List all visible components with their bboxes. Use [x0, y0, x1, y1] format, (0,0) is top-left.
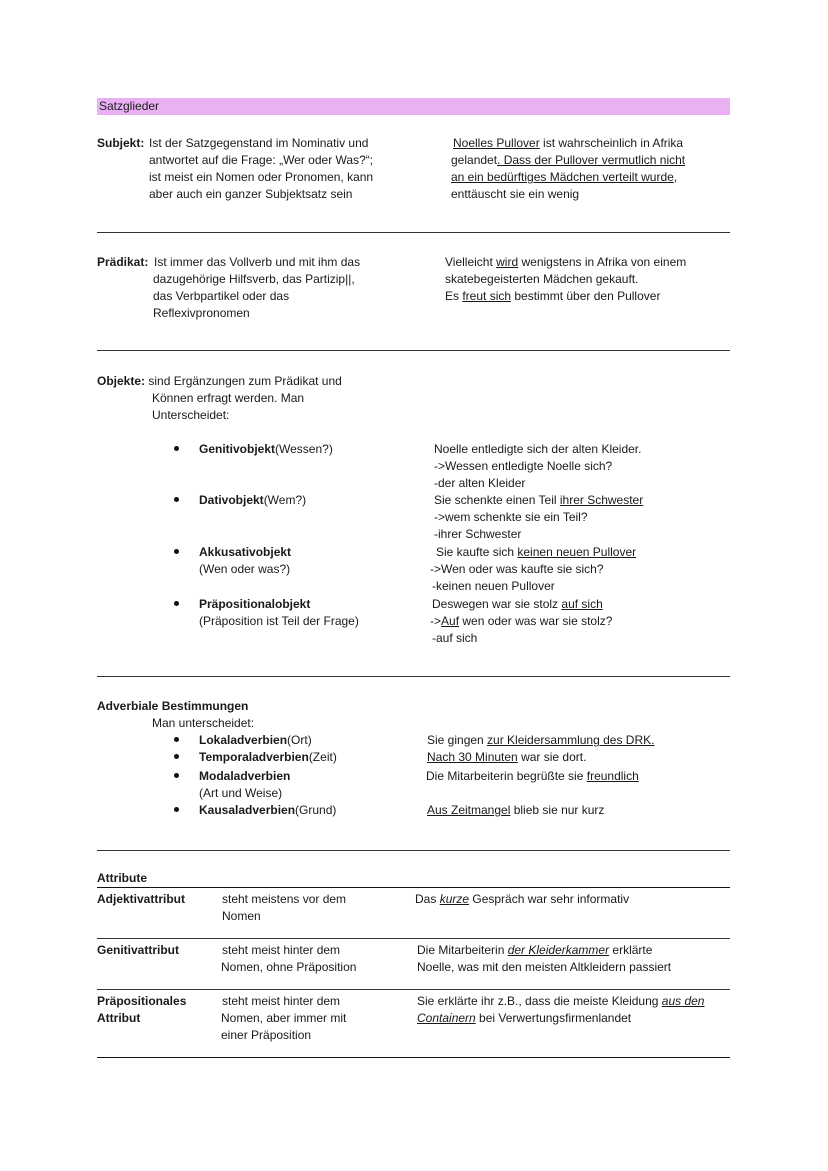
genitivobjekt-example-2: ->Wessen entledigte Noelle sich?	[434, 459, 613, 473]
praedikat-def-3: das Verbpartikel oder das	[153, 289, 290, 303]
adjektivattribut-term: Adjektivattribut	[97, 892, 186, 906]
attribute-heading: Attribute	[97, 871, 147, 885]
praedikat-def-4: Reflexivpronomen	[153, 306, 250, 320]
akkusativobjekt-example-3: -keinen neuen Pullover	[432, 579, 555, 593]
modaladverbien-term: Modaladverbien	[199, 769, 291, 783]
lokaladverbien-example: Sie gingen zur Kleidersammlung des DRK.	[427, 733, 655, 747]
subjekt-example-1: Noelles Pullover ist wahrscheinlich in Afrika	[453, 136, 684, 150]
modaladverbien-example: Die Mitarbeiterin begrüßte sie freundlich	[426, 769, 639, 783]
praepositionales-attribut-def-1: steht meist hinter dem	[222, 994, 341, 1008]
praedikat-def-1: Ist immer das Vollverb und mit ihm das	[154, 255, 361, 269]
praepositionales-attribut-def-2: Nomen, aber immer mit	[221, 1011, 347, 1025]
subjekt-def-4: aber auch ein ganzer Subjektsatz sein	[149, 187, 353, 201]
bullet-icon	[174, 601, 179, 606]
akkusativobjekt-example-1: Sie kaufte sich keinen neuen Pullover	[436, 545, 637, 559]
genitivattribut-example-2: Noelle, was mit den meisten Altkleidern passiert	[417, 960, 672, 974]
table-top-rule	[97, 887, 730, 888]
praepositionales-attribut-def-3: einer Präposition	[221, 1028, 312, 1042]
akkusativobjekt-question: (Wen oder was?)	[199, 562, 291, 576]
subjekt-label: Subjekt:	[97, 136, 145, 150]
dativobjekt-term: Dativobjekt(Wem?)	[199, 493, 307, 507]
divider	[97, 850, 730, 851]
section-title: Satzglieder	[99, 99, 160, 113]
table-row-rule	[97, 938, 730, 939]
divider	[97, 676, 730, 677]
subjekt-def-3: ist meist ein Nomen oder Pronomen, kann	[149, 170, 374, 184]
dativobjekt-example-3: -ihrer Schwester	[434, 527, 522, 541]
akkusativobjekt-term: Akkusativobjekt	[199, 545, 292, 559]
praedikat-def-2: dazugehörige Hilfsverb, das Partizip||,	[153, 272, 355, 286]
subjekt-example-3: an ein bedürftiges Mädchen verteilt wurde,	[451, 170, 678, 184]
temporaladverbien-example: Nach 30 Minuten war sie dort.	[427, 750, 587, 764]
praepositionalobjekt-term: Präpositionalobjekt	[199, 597, 311, 611]
adjektivattribut-example: Das kurze Gespräch war sehr informativ	[415, 892, 630, 906]
bullet-icon	[174, 754, 179, 759]
adjektivattribut-def-1: steht meistens vor dem	[222, 892, 347, 906]
praepositionalobjekt-example-2: ->Auf wen oder was war sie stolz?	[430, 614, 613, 628]
genitivobjekt-example-1: Noelle entledigte sich der alten Kleider.	[434, 442, 642, 456]
genitivattribut-def-2: Nomen, ohne Präposition	[221, 960, 357, 974]
adverbiale-heading: Adverbiale Bestimmungen	[97, 699, 249, 713]
adjektivattribut-def-2: Nomen	[222, 909, 261, 923]
section-title-bar	[97, 98, 730, 115]
bullet-icon	[174, 497, 179, 502]
praedikat-example-2: skatebegeisterten Mädchen gekauft.	[445, 272, 639, 286]
objekte-intro-3: Unterscheidet:	[152, 408, 230, 422]
praedikat-example-1: Vielleicht wird wenigstens in Afrika von einem	[445, 255, 687, 269]
adverbiale-intro: Man unterscheidet:	[152, 716, 255, 730]
akkusativobjekt-example-2: ->Wen oder was kaufte sie sich?	[430, 562, 604, 576]
objekte-intro-1: Objekte: sind Ergänzungen zum Prädikat und	[97, 374, 342, 388]
modaladverbien-question: (Art und Weise)	[199, 786, 283, 800]
lokaladverbien-term: Lokaladverbien(Ort)	[199, 733, 312, 747]
subjekt-def-2: antwortet auf die Frage: „Wer oder Was?“;	[149, 153, 374, 167]
dativobjekt-example-2: ->wem schenkte sie ein Teil?	[434, 510, 588, 524]
genitivobjekt-example-3: -der alten Kleider	[434, 476, 526, 490]
subjekt-example-4: enttäuscht sie ein wenig	[451, 187, 580, 201]
praedikat-example-3: Es freut sich bestimmt über den Pullover	[445, 289, 661, 303]
table-row-rule	[97, 989, 730, 990]
bullet-icon	[174, 807, 179, 812]
praedikat-label: Prädikat:	[97, 255, 149, 269]
bullet-icon	[174, 446, 179, 451]
objekte-intro-2: Können erfragt werden. Man	[152, 391, 305, 405]
dativobjekt-example-1: Sie schenkte einen Teil ihrer Schwester	[434, 493, 644, 507]
genitivattribut-term: Genitivattribut	[97, 943, 180, 957]
genitivattribut-example-1: Die Mitarbeiterin der Kleiderkammer erklärte	[417, 943, 653, 957]
genitivobjekt-term: Genitivobjekt(Wessen?)	[199, 442, 333, 456]
bullet-icon	[174, 549, 179, 554]
table-bottom-rule	[97, 1057, 730, 1058]
praepositionalobjekt-example-3: -auf sich	[432, 631, 478, 645]
praepositionales-attribut-term-1: Präpositionales	[97, 994, 187, 1008]
kausaladverbien-example: Aus Zeitmangel blieb sie nur kurz	[427, 803, 605, 817]
kausaladverbien-term: Kausaladverbien(Grund)	[199, 803, 337, 817]
subjekt-def-1: Ist der Satzgegenstand im Nominativ und	[149, 136, 369, 150]
temporaladverbien-term: Temporaladverbien(Zeit)	[199, 750, 337, 764]
praepositionales-attribut-example-2: Containern bei Verwertungsfirmenlandet	[417, 1011, 632, 1025]
genitivattribut-def-1: steht meist hinter dem	[222, 943, 341, 957]
bullet-icon	[174, 773, 179, 778]
bullet-icon	[174, 737, 179, 742]
praepositionalobjekt-question: (Präposition ist Teil der Frage)	[199, 614, 359, 628]
divider	[97, 350, 730, 351]
subjekt-example-2: gelandet. Dass der Pullover vermutlich nicht	[451, 153, 686, 167]
divider	[97, 232, 730, 233]
praepositionalobjekt-example-1: Deswegen war sie stolz auf sich	[432, 597, 603, 611]
praepositionales-attribut-example-1: Sie erklärte ihr z.B., dass die meiste Kleidung aus den	[417, 994, 705, 1008]
praepositionales-attribut-term-2: Attribut	[97, 1011, 141, 1025]
